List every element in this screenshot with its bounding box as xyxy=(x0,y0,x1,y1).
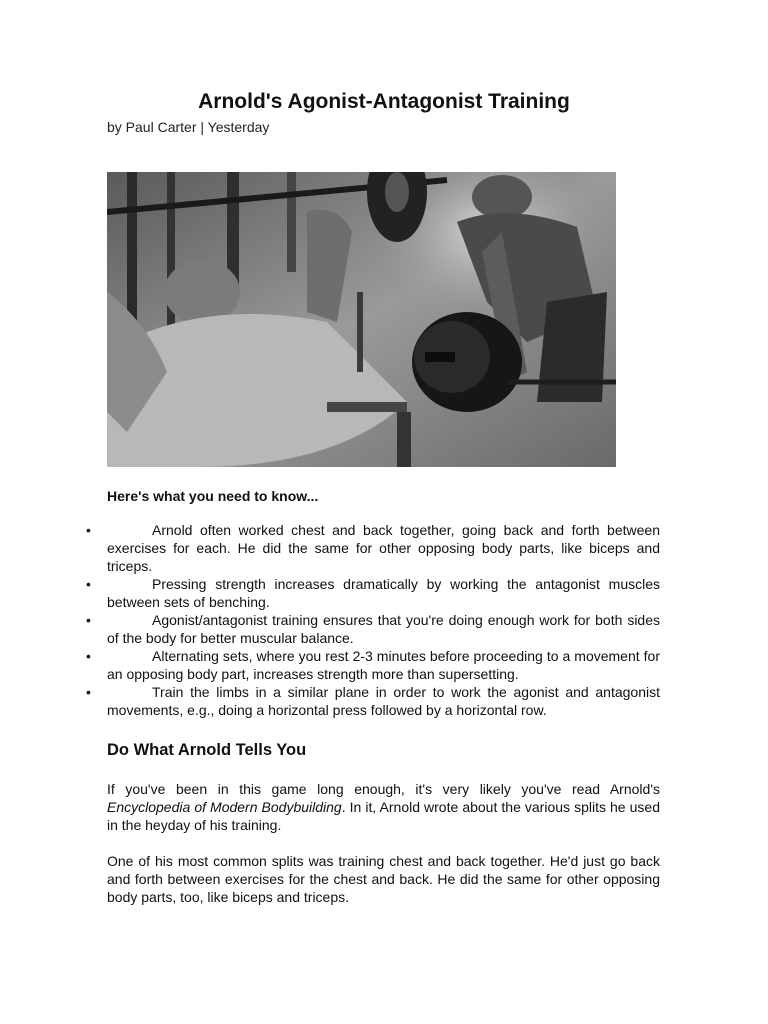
paragraph-1-text-end: . In it, Arnold wrote about the various splits he used in the heyday of his training. xyxy=(107,799,660,833)
book-title: Encyclopedia of Modern Bodybuilding xyxy=(107,799,342,815)
key-points-list xyxy=(107,521,660,719)
section-heading: Do What Arnold Tells You xyxy=(107,741,307,759)
paragraph-1-text-start: If you've been in this game long enough, it's very likely you've read Arnold's xyxy=(107,781,660,797)
article-lead: Here's what you need to know... xyxy=(107,488,319,504)
key-point-1: • Arnold often worked chest and back together, going back and forth between exercises for each. He did the same for other opposing body parts, like biceps and triceps. xyxy=(107,521,660,575)
article-photo xyxy=(107,172,616,467)
key-point-2: • Pressing strength increases dramatically by working the antagonist muscles between sets of benching. xyxy=(107,575,660,611)
article-title: Arnold's Agonist-Antagonist Training xyxy=(198,90,570,113)
gym-photo-illustration xyxy=(107,172,616,467)
article-byline: by Paul Carter | Yesterday xyxy=(107,119,270,135)
key-point-4: • Alternating sets, where you rest 2-3 minutes before proceeding to a movement for an opposing body part, increases strength more than supersetting. xyxy=(107,647,660,683)
key-point-5: • Train the limbs in a similar plane in order to work the agonist and antagonist movements, e.g., doing a horizontal press followed by a horizontal row. xyxy=(107,683,660,719)
paragraph-2: One of his most common splits was training chest and back together. He'd just go back and forth between exercises for the chest and back. He did the same for other opposing body parts, too, like biceps and triceps. xyxy=(107,853,660,905)
key-point-3: • Agonist/antagonist training ensures that you're doing enough work for both sides of the body for better muscular balance. xyxy=(107,611,660,647)
paragraph-1 xyxy=(107,780,660,834)
